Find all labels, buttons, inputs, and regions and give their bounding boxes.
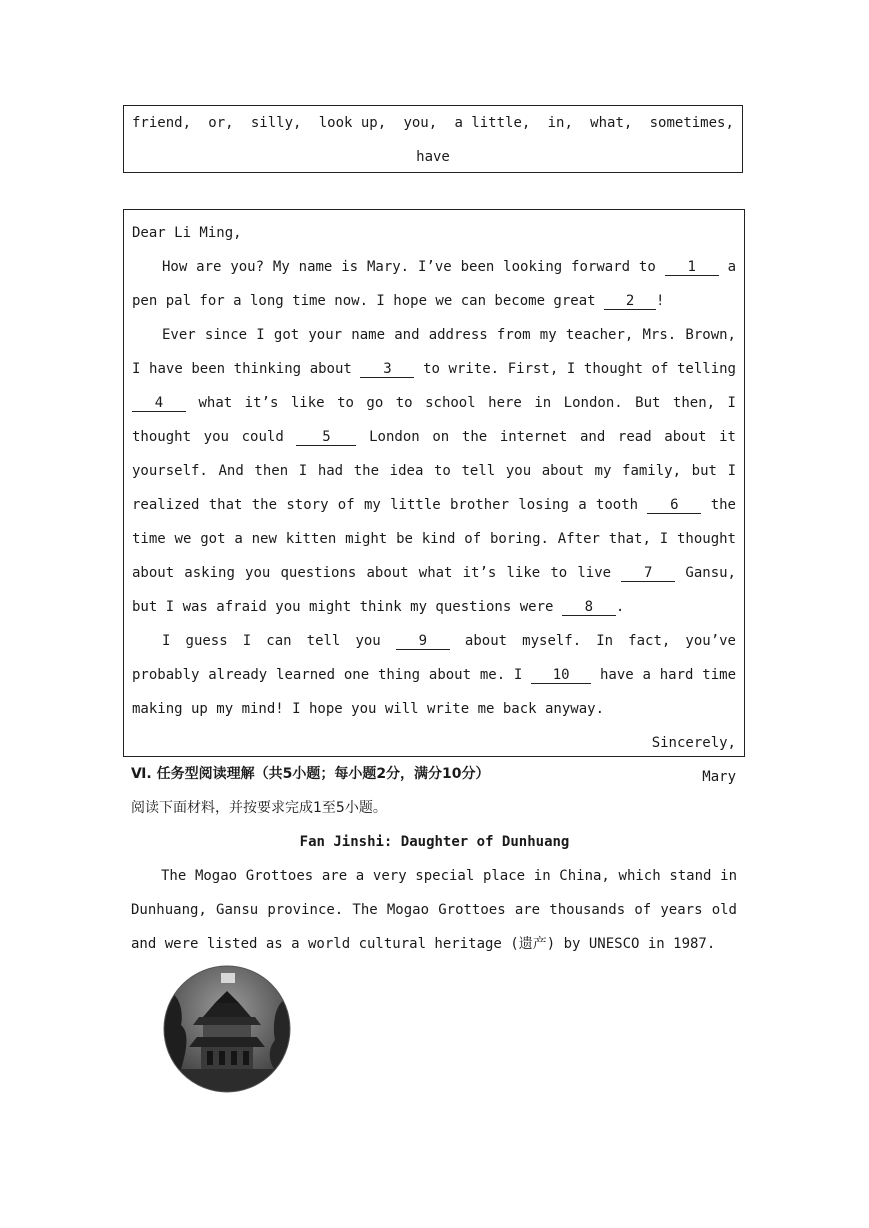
text: to write. First, I thought of telling: [423, 361, 736, 377]
text: London on the internet and read about it yourself. And then I had the idea to tell you about my family, but I realized that the story of my little brother losing a tooth: [132, 429, 736, 513]
blank-9: 9: [396, 633, 450, 650]
text: Ever since I got your name and address from my teacher, Mrs. Brown, I have been thinking about: [132, 327, 736, 377]
text: .: [615, 599, 625, 615]
word-bank-row: [132, 114, 734, 132]
word-bank-item: friend,: [132, 115, 192, 131]
text: How are you? My name is Mary. I’ve been looking forward to: [162, 259, 656, 275]
text: what it’s like to go to school here in London. But then, I thought you could: [132, 395, 736, 445]
blank-6: 6: [647, 497, 701, 514]
blank-8: 8: [562, 599, 616, 616]
blank-1: 1: [665, 259, 719, 276]
text: about myself. In fact, you’ve probably already learned one thing about me. I: [132, 633, 736, 683]
word-bank-item: you,: [403, 115, 438, 131]
text: !: [656, 293, 665, 309]
blank-7: 7: [621, 565, 675, 582]
section-6-header: [131, 764, 745, 818]
letter-paragraph-2: [132, 318, 736, 624]
word-bank-item: or,: [208, 115, 234, 131]
letter-text: [132, 216, 736, 794]
word-bank-item: in,: [547, 115, 573, 131]
letter-greeting: Dear Li Ming,: [132, 225, 242, 241]
section-instruction: 阅读下面材料，并按要求完成1至5小题。: [131, 800, 387, 816]
letter-signature: Mary: [702, 769, 736, 785]
word-bank-item: what,: [590, 115, 633, 131]
text: a pen pal for a long time now. I hope we can become great: [132, 259, 737, 309]
text: Gansu, but I was afraid you might think my questions were: [132, 565, 736, 615]
word-bank-item: sometimes,: [649, 115, 734, 131]
word-bank-item-last: have: [416, 149, 450, 165]
word-bank-item: silly,: [250, 115, 302, 131]
letter-paragraph-3: [132, 624, 736, 726]
blank-5: 5: [296, 429, 356, 446]
word-bank-box: [123, 105, 743, 173]
blank-10: 10: [531, 667, 591, 684]
text: have a hard time making up my mind! I hope you will write me back anyway.: [132, 667, 736, 717]
blank-3: 3: [360, 361, 414, 378]
word-bank-item: look up,: [318, 115, 387, 131]
section-title: Ⅵ. 任务型阅读理解（共5小题；每小题2分，满分10分）: [131, 766, 490, 782]
text: the time we got a new kitten might be kind of boring. After that, I thought about asking you questions about what it’s like to live: [132, 497, 736, 581]
article-paragraph: The Mogao Grottoes are a very special place in China, which stand in Dunhuang, Gansu province. The Mogao Grottoes are thousands of years old and were listed as a world cultural heritage (遗产) by UNESCO in 1987.: [131, 868, 737, 952]
word-bank-item: a little,: [454, 115, 531, 131]
text: I guess I can tell you: [162, 633, 381, 649]
blank-2: 2: [604, 293, 656, 310]
letter-closing: Sincerely,: [651, 735, 736, 751]
article-title: Fan Jinshi: Daughter of Dunhuang: [299, 834, 570, 850]
letter-paragraph-1: [132, 250, 736, 318]
grotto-photo: [163, 965, 291, 1093]
blank-4: 4: [132, 395, 186, 412]
